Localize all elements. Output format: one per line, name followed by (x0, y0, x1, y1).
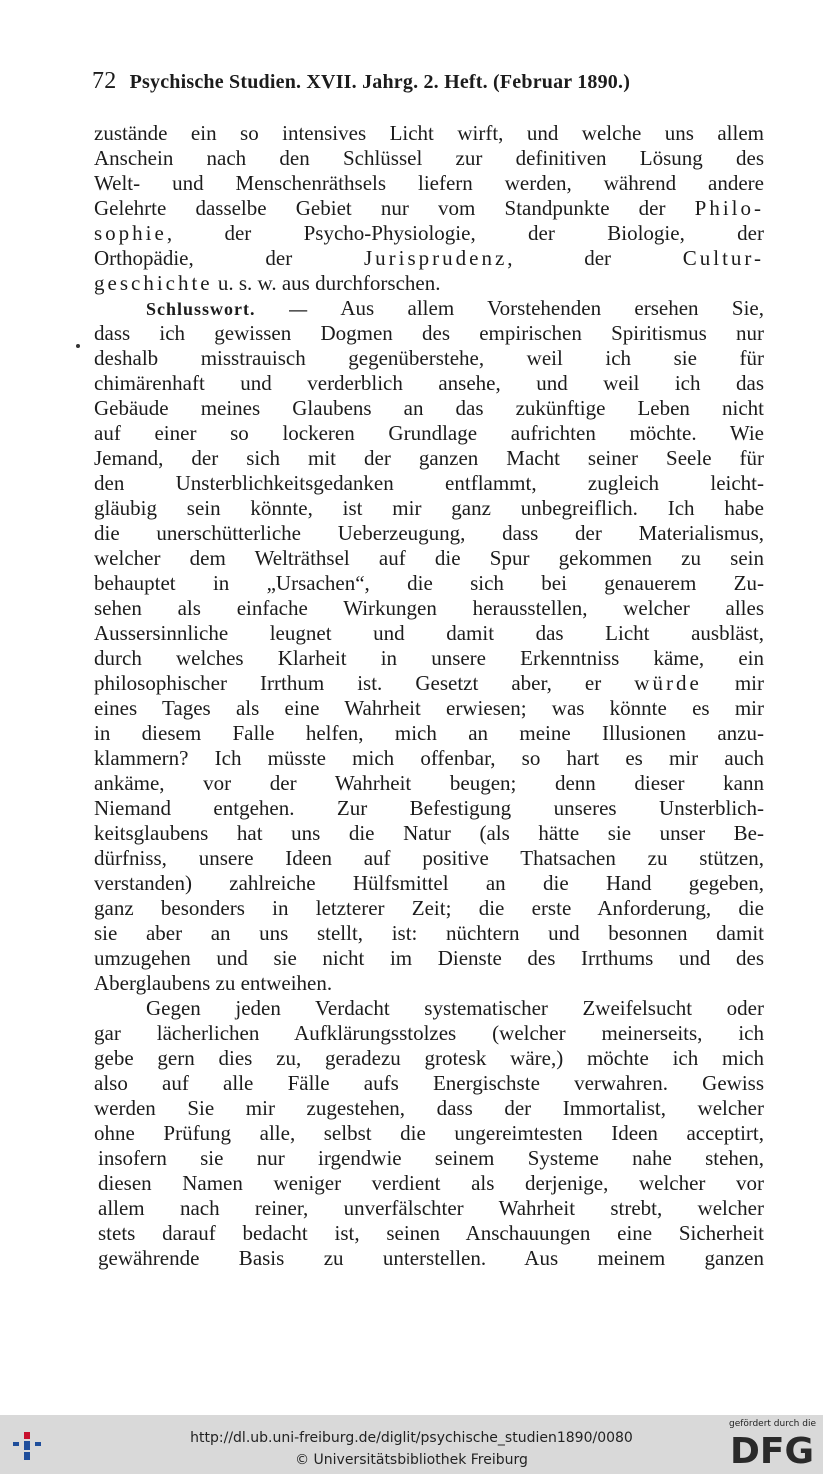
text-line: eines Tages als eine Wahrheit erwiesen; was könnte es mir (94, 696, 764, 720)
spaced-word: würde (634, 671, 702, 695)
page-number: 72 (92, 68, 117, 94)
dfg-logo (724, 1419, 816, 1471)
text-line: Anschein nach den Schlüssel zur definitiven Lösung des (94, 146, 764, 170)
text-line: Niemand entgehen. Zur Befestigung unseres Unsterblich- (94, 796, 764, 820)
text-line: den Unsterblichkeitsgedanken entflammt, zugleich leicht- (94, 471, 764, 495)
text-line: gewährende Basis zu unterstellen. Aus meinem ganzen (98, 1246, 764, 1270)
text-line: Jemand, der sich mit der ganzen Macht seiner Seele für (94, 446, 764, 470)
text-line (94, 296, 764, 321)
copyright-notice: © Universitätsbibliothek Freiburg (295, 1452, 528, 1468)
text-line: gar lächerlichen Aufklärungsstolzes (welcher meinerseits, ich (94, 1021, 764, 1045)
spaced-word: Jurisprudenz (363, 246, 508, 270)
text-fragment: Aus allem Vorstehenden ersehen Sie, (340, 296, 764, 320)
viewer-footer (0, 1415, 823, 1474)
text-line: deshalb misstrauisch gegenüberstehe, weil ich sie für (94, 346, 764, 370)
text-line: behauptet in „Ursachen“, die sich bei genauerem Zu- (94, 571, 764, 595)
spaced-word: sophie (94, 221, 167, 245)
text-line: sehen als einfache Wirkungen herausstellen, welcher alles (94, 596, 764, 620)
text-line: stets darauf bedacht ist, seinen Anschauungen eine Sicherheit (98, 1221, 764, 1245)
text-line: ohne Prüfung alle, selbst die ungereimtesten Ideen acceptirt, (94, 1121, 764, 1145)
text-line: in diesem Falle helfen, mich an meine Illusionen anzu- (94, 721, 764, 745)
text-line: gebe gern dies zu, geradezu grotesk wäre,) möchte ich mich (94, 1046, 764, 1070)
body-text (94, 121, 764, 1271)
text-line: sie aber an uns stellt, ist: nüchtern und besonnen damit (94, 921, 764, 945)
spaced-word: geschichte (94, 271, 213, 295)
text-line: chimärenhaft und verderblich ansehe, und weil ich das (94, 371, 764, 395)
spaced-word: Philo- (694, 196, 764, 220)
page-header (92, 68, 732, 95)
text-line: gläubig sein könnte, ist mir ganz unbegreiflich. Ich habe (94, 496, 764, 520)
text-line: Gebäude meines Glaubens an das zukünftige Leben nicht (94, 396, 764, 420)
text-line: umzugehen und sie nicht im Dienste des Irrthums und des (94, 946, 764, 970)
text-line: Gegen jeden Verdacht systematischer Zweifelsucht oder (146, 996, 764, 1020)
text-line: insofern sie nur irgendwie seinem Systeme nahe stehen, (98, 1146, 764, 1170)
text-line: dürfniss, unsere Ideen auf positive Thatsachen zu stützen, (94, 846, 764, 870)
dfg-logo-text: DFG (729, 1431, 814, 1469)
text-line: auf einer so lockeren Grundlage aufrichten möchte. Wie (94, 421, 764, 445)
text-line: Gelehrte dasselbe Gebiet nur vom Standpunkte der Philo- (94, 196, 764, 220)
text-line: Welt- und Menschenräthsels liefern werden, während andere (94, 171, 764, 195)
text-line: allem nach reiner, unverfälschter Wahrheit strebt, welcher (98, 1196, 764, 1220)
text-line: also auf alle Fälle aufs Energischste verwahren. Gewiss (94, 1071, 764, 1095)
running-title: Psychische Studien. XVII. Jahrg. 2. Heft. (Februar 1890.) (129, 71, 631, 93)
text-line: durch welches Klarheit in unsere Erkenntniss käme, ein (94, 646, 764, 670)
text-line: zustände ein so intensives Licht wirft, und welche uns allem (94, 121, 764, 145)
text-line: werden Sie mir zugestehen, dass der Immortalist, welcher (94, 1096, 764, 1120)
margin-dot (76, 344, 80, 348)
text-line: die unerschütterliche Ueberzeugung, dass der Materialismus, (94, 521, 764, 545)
section-lead: Schlusswort. — (146, 299, 309, 319)
text-line: klammern? Ich müsste mich offenbar, so hart es mir auch (94, 746, 764, 770)
text-line: ankäme, vor der Wahrheit beugen; denn dieser kann (94, 771, 764, 795)
text-line: Orthopädie, der Jurisprudenz, der Cultur- (94, 246, 764, 270)
text-line: verstanden) zahlreiche Hülfsmittel an die Hand gegeben, (94, 871, 764, 895)
text-line: keitsglaubens hat uns die Natur (als hätte sie unser Be- (94, 821, 764, 845)
source-url-link[interactable]: http://dl.ub.uni-freiburg.de/diglit/psychische_studien1890/0080 (190, 1430, 633, 1446)
text-line: Aussersinnliche leugnet und damit das Licht ausbläst, (94, 621, 764, 645)
dfg-logo-icon (724, 1429, 816, 1469)
text-line: Aberglaubens zu entweihen. (94, 971, 333, 995)
text-line: ganz besonders in letzterer Zeit; die erste Anforderung, die (94, 896, 764, 920)
text-line: diesen Namen weniger verdient als derjenige, welcher vor (98, 1171, 764, 1195)
funding-note: gefördert durch die (729, 1419, 816, 1429)
text-line: geschichte u. s. w. aus durchforschen. (94, 271, 441, 295)
text-line: welcher dem Welträthsel auf die Spur gekommen zu sein (94, 546, 764, 570)
spaced-word: Cultur- (682, 246, 764, 270)
text-line: philosophischer Irrthum ist. Gesetzt aber, er würde mir (94, 671, 764, 695)
text-line: dass ich gewissen Dogmen des empirischen Spiritismus nur (94, 321, 764, 345)
text-line: sophie, der Psycho-Physiologie, der Biologie, der (94, 221, 764, 245)
